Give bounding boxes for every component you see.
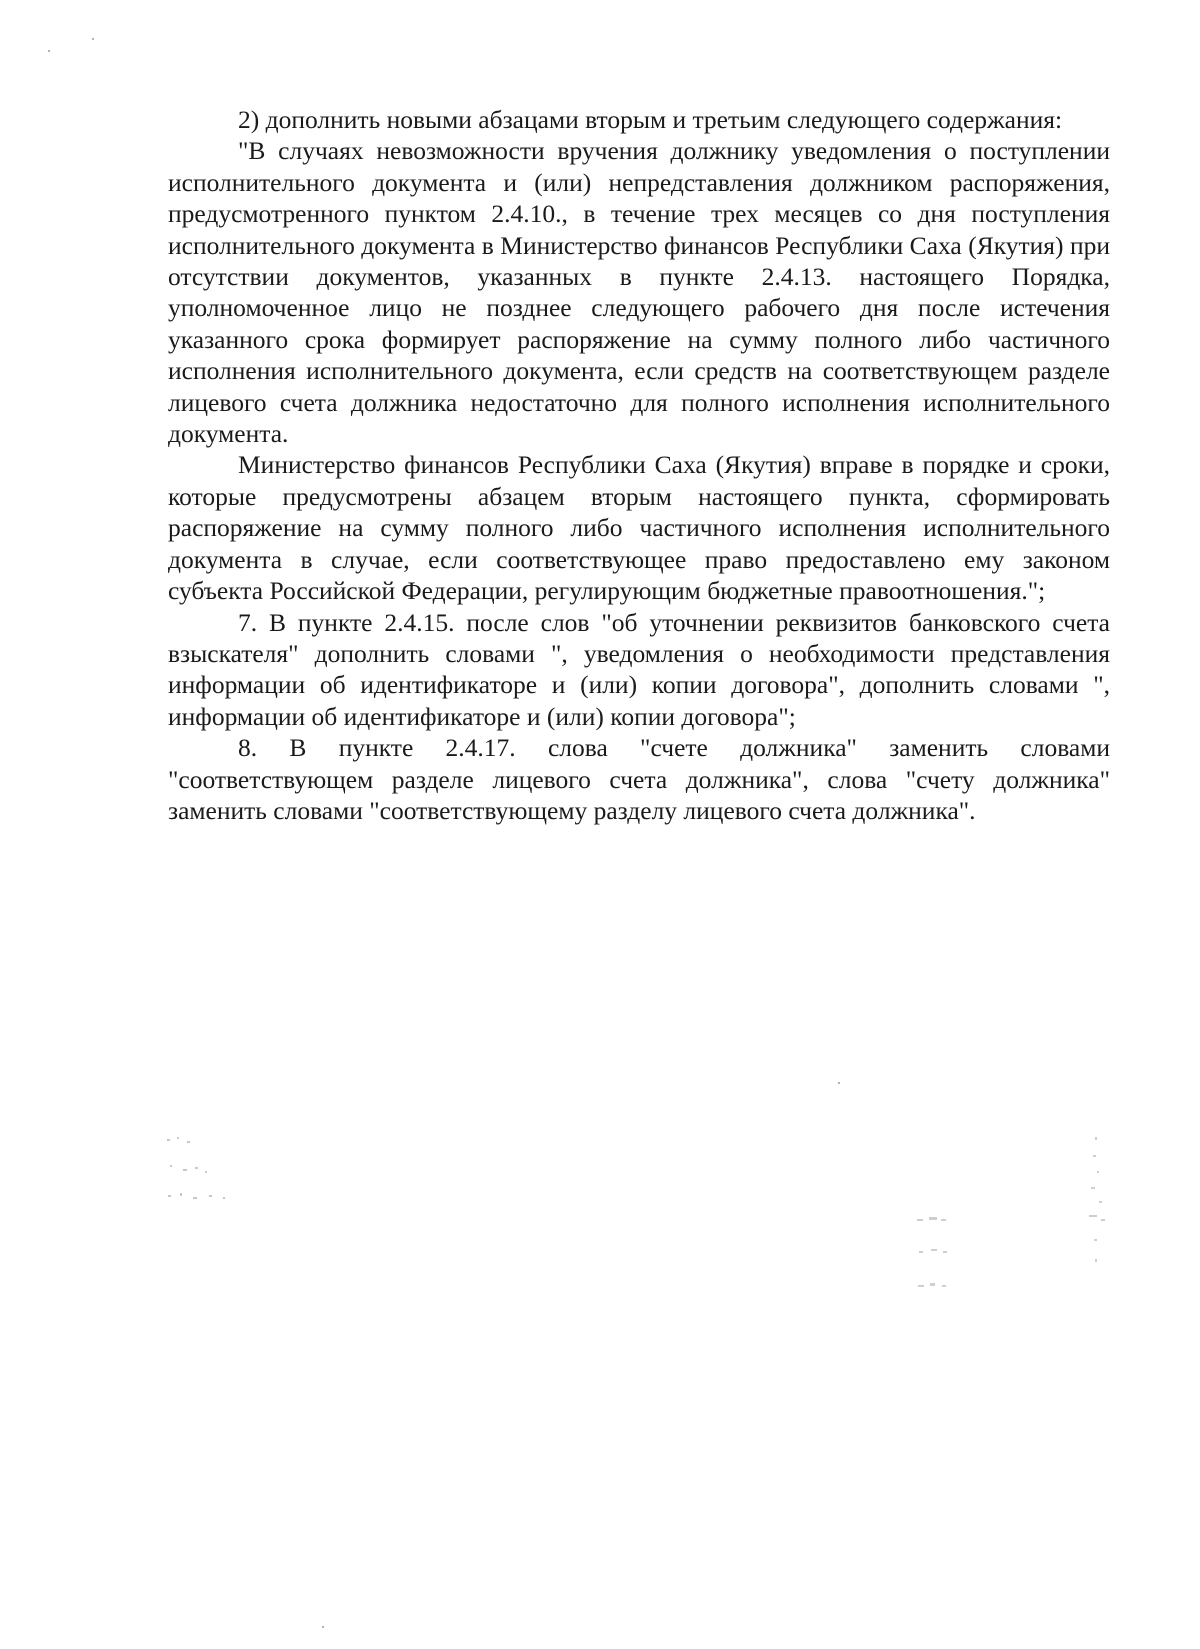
- paragraph-ministry-right: Министерство финансов Республики Саха (Якутия) вправе в порядке и сроки, которые предусмотрены абзацем вторым настоящего пункта, сформировать распоряжение на сумму полного либо частичного исполнения исполнительного документа в случае, если соответствующее право предоставлено ему законом субъекта Российской Федерации, регулирующим бюджетные правоотношения.";: [168, 450, 1110, 606]
- document-body: [168, 104, 1110, 826]
- scan-noise-right-2: [1085, 1135, 1115, 1275]
- scan-noise-right-1: [915, 1215, 965, 1315]
- paragraph-quote-case: "В случаях невозможности вручения должнику уведомления о поступлении исполнительного документа и (или) непредставления должником распоряжения, предусмотренного пунктом 2.4.10., в течение трех месяцев со дня поступления исполнительного документа в Министерство финансов Республики Саха (Якутия) при отсутствии документов, указанных в пункте 2.4.13. настоящего Порядка, уполномоченное лицо не позднее следующего рабочего дня после истечения указанного срока формирует распоряжение на сумму полного либо частичного исполнения исполнительного документа, если средств на соответствующем разделе лицевого счета должника недостаточно для полного исполнения исполнительного документа.: [168, 136, 1110, 449]
- paragraph-amendment-2: 2) дополнить новыми абзацами вторым и третьим следующего содержания:: [238, 105, 1063, 134]
- paragraph-item-8: 8. В пункте 2.4.17. слова "счете должника" заменить словами "соответствующем разделе лицевого счета должника", слова "счету должника" заменить словами "соответствующему разделу лицевого счета должника".: [168, 733, 1110, 825]
- scan-speck: [48, 50, 50, 52]
- scan-speck: [322, 1626, 324, 1628]
- scan-noise-left: [165, 1135, 255, 1225]
- scan-speck: [92, 38, 94, 40]
- scan-speck: [838, 1082, 840, 1084]
- paragraph-item-7: 7. В пункте 2.4.15. после слов "об уточнении реквизитов банковского счета взыскателя" дополнить словами ", уведомления о необходимости представления информации об идентификаторе и (или) копии договора", дополнить словами ", информации об идентификаторе и (или) копии договора";: [168, 607, 1110, 731]
